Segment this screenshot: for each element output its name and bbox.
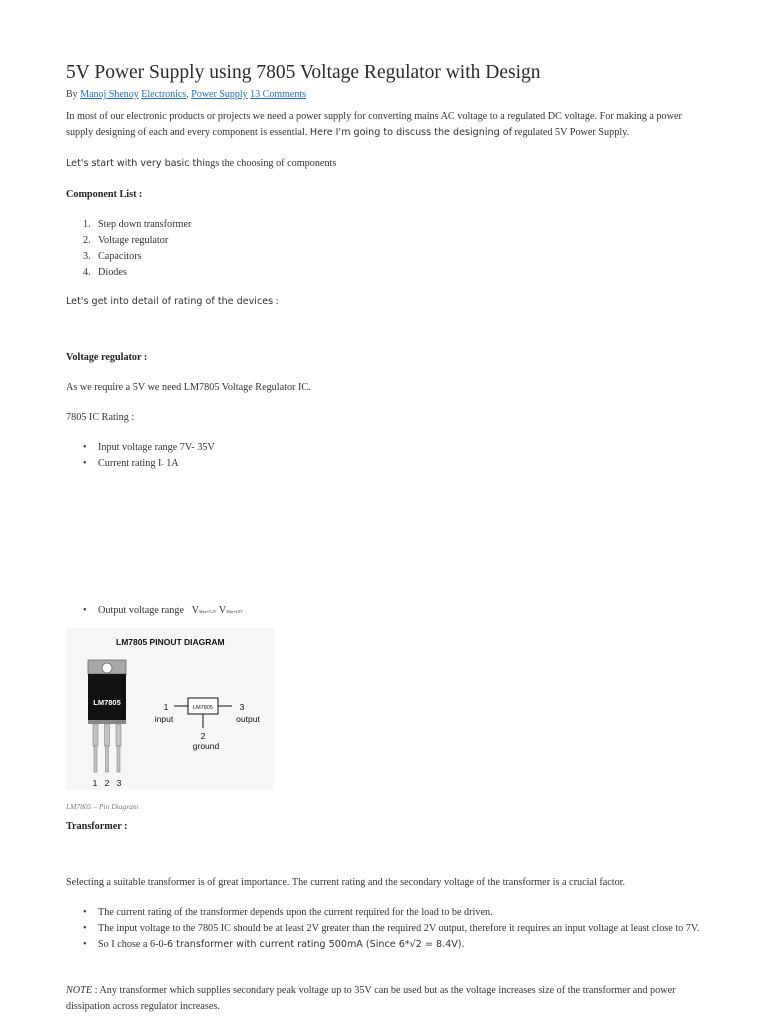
schematic-pin3-number: 3 xyxy=(239,702,245,712)
note-text: : Any transformer which supplies secondary peak voltage up to 35V can be used but as the voltage increases size of the transformer and power dissipation across regulator increases. xyxy=(66,985,676,1012)
pin-number-1: 1 xyxy=(92,778,98,788)
category-link-power-supply[interactable]: Power Supply xyxy=(191,89,248,100)
package-chip-label: LM7805 xyxy=(93,698,121,707)
rating-list xyxy=(66,440,215,473)
byline-by: By xyxy=(66,89,78,100)
start-text: ngs the choosing of components xyxy=(205,158,337,169)
voltage-regulator-heading: Voltage regulator : xyxy=(66,352,148,363)
page-title: 5V Power Supply using 7805 Voltage Regulator with Design xyxy=(66,62,541,83)
list-item: 2. Voltage regulator xyxy=(83,235,169,246)
schematic-symbol xyxy=(174,698,232,728)
list-item: 4. Diodes xyxy=(83,267,127,278)
pinout-diagram xyxy=(66,628,274,790)
intro-text-end: regulated 5V Power Supply. xyxy=(514,127,630,138)
diagram-caption: LM7805 – Pin Diagram xyxy=(66,802,139,811)
pinout-diagram-svg xyxy=(66,628,274,790)
diagram-title: LM7805 PINOUT DIAGRAM xyxy=(116,637,225,647)
list-item: 1. Step down transformer xyxy=(83,219,192,230)
voltage-regulator-text: As we require a 5V we need LM7805 Voltage Regulator IC. xyxy=(66,382,311,393)
transformer-heading: Transformer : xyxy=(66,821,128,832)
comments-link[interactable]: 13 Comments xyxy=(250,89,307,100)
output-range-list xyxy=(66,603,243,620)
list-item: • Current rating I= 1A xyxy=(83,458,179,469)
list-item: • The input voltage to the 7805 IC should be at least 2V greater than the required 2V output, therefore it requires an input voltage at least close to 7V. xyxy=(83,923,700,934)
list-item: • The current rating of the transformer depends upon the current required for the load to be driven. xyxy=(83,907,493,918)
schematic-pin1-number: 1 xyxy=(163,702,169,712)
schematic-chip-label: LM7805 xyxy=(193,705,213,711)
component-list xyxy=(66,217,191,281)
detail-text-sans: Let's get into detail of rating of the devices xyxy=(66,296,274,307)
list-item: 3. Capacitors xyxy=(83,251,142,262)
pin-number-2: 2 xyxy=(104,778,110,788)
detail-colon: : xyxy=(275,296,279,307)
pin-number-3: 3 xyxy=(116,778,122,788)
detail-paragraph xyxy=(66,294,279,310)
schematic-input-label: input xyxy=(154,714,174,724)
note-label: NOTE xyxy=(66,985,93,996)
author-link[interactable]: Manoj Shenoy xyxy=(80,89,139,100)
transformer-text: Selecting a suitable transformer is of great importance. The current rating and the secondary voltage of the transformer is a crucial factor. xyxy=(66,877,626,888)
start-paragraph xyxy=(66,156,336,172)
list-item: • Output voltage range VMax=5.2V VMin=4.8V xyxy=(83,605,244,616)
schematic-output-label: output xyxy=(236,714,260,724)
intro-text-sans: Here I'm going to discuss the designing of xyxy=(309,127,512,138)
intro-text: In most of our electronic products or projects we need a power supply for converting mains AC voltage to a regulated DC voltage. For making a power supply designing of each and every component is essential. xyxy=(66,111,682,138)
schematic-pin2-number: 2 xyxy=(200,731,206,741)
schematic-ground-label: ground xyxy=(192,741,220,751)
start-text-sans: Let's start with very basic thi xyxy=(66,158,206,169)
component-list-heading: Component List : xyxy=(66,189,143,200)
list-item: • So I chose a 6-0-6 transformer with current rating 500mA (Since 6*√2 = 8.4V). xyxy=(83,939,465,950)
category-link-electronics[interactable]: Electronics xyxy=(141,89,187,100)
note-paragraph xyxy=(66,983,706,1015)
intro-paragraph xyxy=(66,109,706,141)
transformer-list xyxy=(66,905,706,953)
rating-heading: 7805 IC Rating : xyxy=(66,412,135,423)
list-item: • Input voltage range 7V- 35V xyxy=(83,442,215,453)
byline: By Manoj Shenoy Electronics, Power Supply 13 Comments xyxy=(66,89,307,100)
to220-package-icon xyxy=(88,660,126,772)
